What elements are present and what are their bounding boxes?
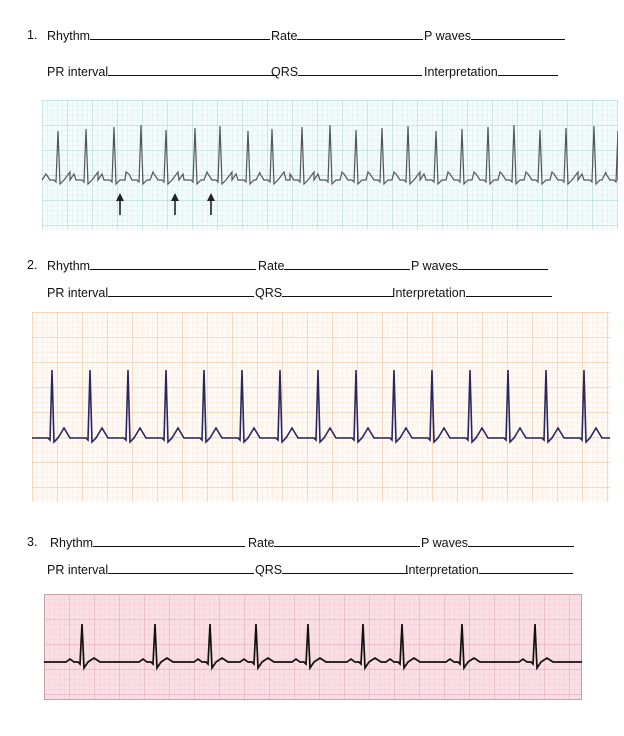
rhythm-blank[interactable] — [93, 535, 245, 547]
rhythm-label: Rhythm — [47, 259, 91, 273]
rhythm-blank[interactable] — [90, 28, 270, 40]
pr-interval-blank[interactable] — [108, 562, 254, 574]
ecg-strip-3-svg — [44, 594, 582, 700]
rate-label: Rate — [271, 29, 298, 43]
pr-interval-label: PR interval — [47, 65, 109, 79]
rhythm-label: Rhythm — [50, 536, 94, 550]
rate-blank[interactable] — [297, 28, 423, 40]
ecg-strip-1 — [42, 100, 618, 230]
ecg-strip-2-svg — [32, 312, 610, 502]
interpretation-blank[interactable] — [498, 64, 558, 76]
qrs-label: QRS — [271, 65, 299, 79]
qrs-blank[interactable] — [282, 285, 394, 297]
rhythm-blank[interactable] — [90, 258, 256, 270]
p-waves-blank[interactable] — [468, 535, 574, 547]
rate-blank[interactable] — [274, 535, 420, 547]
interpretation-label: Interpretation — [392, 286, 466, 300]
p-waves-label: P waves — [424, 29, 472, 43]
exercise-number: 3. — [27, 535, 38, 549]
interpretation-label: Interpretation — [405, 563, 479, 577]
exercise-number: 1. — [27, 28, 38, 42]
pr-interval-blank[interactable] — [108, 64, 276, 76]
ecg-strip-2 — [32, 312, 610, 502]
p-waves-blank[interactable] — [458, 258, 548, 270]
p-waves-blank[interactable] — [471, 28, 565, 40]
p-waves-label: P waves — [411, 259, 459, 273]
rhythm-label: Rhythm — [47, 29, 91, 43]
pr-interval-label: PR interval — [47, 563, 109, 577]
pr-interval-label: PR interval — [47, 286, 109, 300]
rate-blank[interactable] — [284, 258, 410, 270]
rate-label: Rate — [248, 536, 275, 550]
interpretation-label: Interpretation — [424, 65, 498, 79]
qrs-label: QRS — [255, 563, 283, 577]
ecg-strip-3 — [44, 594, 582, 700]
exercise-number: 2. — [27, 258, 38, 272]
pr-interval-blank[interactable] — [108, 285, 254, 297]
qrs-label: QRS — [255, 286, 283, 300]
p-waves-label: P waves — [421, 536, 469, 550]
interpretation-blank[interactable] — [479, 562, 573, 574]
qrs-blank[interactable] — [298, 64, 422, 76]
rate-label: Rate — [258, 259, 285, 273]
ecg-strip-1-svg — [42, 100, 618, 230]
interpretation-blank[interactable] — [466, 285, 552, 297]
qrs-blank[interactable] — [282, 562, 408, 574]
